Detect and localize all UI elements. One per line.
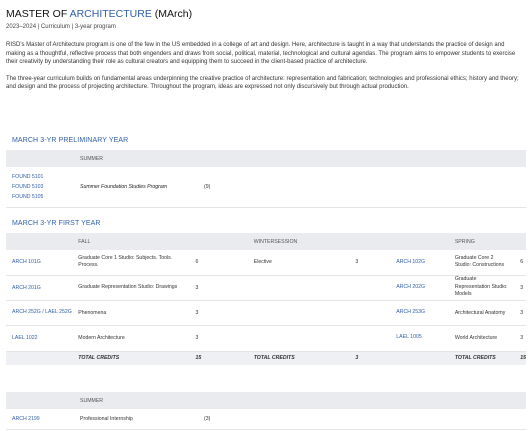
intro-paragraph-2: The three-year curriculum builds on fundamental areas underpinning the creative practice of architecture: representation and fabrication; technologies and professional ethics; history and theory; and design and the process of projecting architecture. Throughout the program, ideas are expressed not only discursively but through actual production. — [6, 75, 519, 90]
course-credits: 3 — [349, 250, 390, 275]
course-code-link[interactable]: ARCH 253G — [390, 300, 449, 325]
course-credits: 3 — [514, 325, 526, 351]
total-credits-fall: 15 — [189, 351, 247, 365]
course-title: Summer Foundation Studies Program — [74, 167, 198, 207]
total-credits-label: TOTAL CREDITS — [72, 351, 189, 365]
course-code-link[interactable]: ARCH 202G — [390, 275, 449, 300]
first-year-heading: MARCH 3-YR FIRST YEAR — [12, 220, 101, 227]
term-wintersession: WINTERSESSION — [248, 233, 391, 250]
course-credits: 3 — [189, 325, 247, 351]
course-credits: 6 — [189, 250, 247, 275]
course-credits — [349, 325, 390, 351]
term-summer: SUMMER — [74, 392, 198, 409]
course-credits: (9) — [198, 167, 526, 207]
first-year-table — [6, 233, 526, 365]
preliminary-year-table — [6, 150, 526, 208]
course-title — [248, 300, 350, 325]
table-row — [6, 250, 526, 275]
course-title — [248, 325, 350, 351]
course-code-link[interactable]: ARCH 201G — [6, 275, 72, 300]
table-header-row — [6, 392, 526, 409]
course-credits: 3 — [514, 275, 526, 300]
table-header-row — [6, 150, 526, 167]
course-code-link[interactable]: LAEL 1022 — [6, 325, 72, 351]
course-title: Professional Internship — [74, 409, 198, 429]
course-credits: (3) — [198, 409, 526, 429]
course-code-link[interactable]: FOUND 5103 — [12, 183, 44, 190]
course-title: Graduate Core 2 Studio: Constructions — [449, 250, 514, 275]
table-row — [6, 275, 526, 300]
course-title: World Architecture — [449, 325, 514, 351]
term-fall: FALL — [72, 233, 247, 250]
total-credits-label: TOTAL CREDITS — [248, 351, 350, 365]
course-code-link[interactable]: ARCH 102G — [390, 250, 449, 275]
preliminary-year-heading: MARCH 3-YR PRELIMINARY YEAR — [12, 137, 129, 144]
course-codes — [6, 167, 74, 207]
course-code-link[interactable]: ARCH 252G / LAEL 252G — [6, 300, 72, 325]
total-credits-label: TOTAL CREDITS — [449, 351, 514, 365]
table-row — [6, 325, 526, 351]
course-code-link[interactable]: ARCH 101G — [6, 250, 72, 275]
course-credits: 3 — [189, 300, 247, 325]
title-accent: ARCHITECTURE — [69, 8, 152, 20]
term-summer: SUMMER — [74, 150, 198, 167]
course-title: Elective — [248, 250, 350, 275]
course-credits: 3 — [514, 300, 526, 325]
summer-table — [6, 392, 526, 430]
total-credits-row — [6, 351, 526, 365]
total-credits-wintersession: 3 — [349, 351, 390, 365]
course-credits — [349, 275, 390, 300]
course-title: Modern Architecture — [72, 325, 189, 351]
course-title: Graduate Representation Studio: Drawings — [72, 275, 189, 300]
course-code-link[interactable]: LAEL 1005 — [390, 325, 449, 351]
course-code-link[interactable]: FOUND 5101 — [12, 173, 44, 180]
course-title — [248, 275, 350, 300]
title-prefix: MASTER OF — [6, 8, 70, 20]
course-title: Architectural Anatomy — [449, 300, 514, 325]
table-row — [6, 167, 526, 207]
course-code-link[interactable]: ARCH 2199 — [6, 409, 74, 429]
total-credits-spring: 15 — [514, 351, 526, 365]
intro-paragraph-1: RISD's Master of Architecture program is one of the few in the US embedded in a college of art and design. Here, architecture is taught in a way that understands the practice of design and making as a thoughtful, reflective process that both engenders and draws from social, political, material, technological and cultural agendas. The program aims to empower students to exercise their creativity by understanding their role as cultural creators and equipping them to succeed in the client-based practice of architecture. — [6, 42, 516, 65]
course-title: Graduate Core 1 Studio: Subjects. Tools. Process. — [72, 250, 189, 275]
course-credits — [349, 300, 390, 325]
course-code-link[interactable]: FOUND 5105 — [12, 193, 44, 200]
page-title — [6, 8, 526, 21]
title-suffix: (MArch) — [151, 8, 193, 20]
page-subtitle: 2023–2024 | Curriculum | 3-year program — [6, 24, 116, 30]
table-row — [6, 300, 526, 325]
course-title: Graduate Representation Studio: Models — [449, 275, 514, 300]
course-title: Phenomena — [72, 300, 189, 325]
table-row — [6, 409, 526, 429]
course-credits: 6 — [514, 250, 526, 275]
table-header-row — [6, 233, 526, 250]
term-spring: SPRING — [449, 233, 526, 250]
course-credits: 3 — [189, 275, 247, 300]
